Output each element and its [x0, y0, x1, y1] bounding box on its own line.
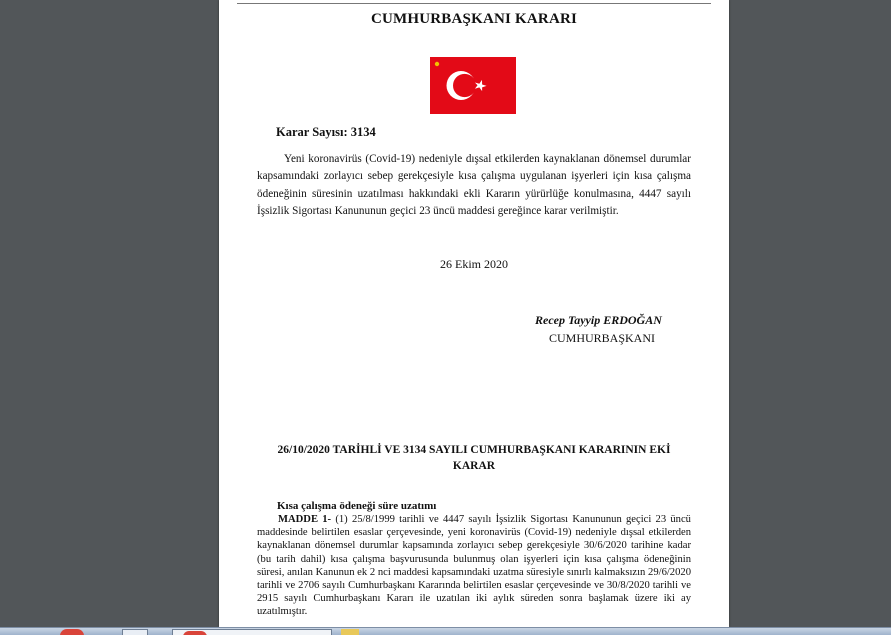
chrome-icon[interactable]	[60, 629, 84, 635]
intro-paragraph: Yeni koronavirüs (Covid-19) nedeniyle dışsal etkilerden kaynaklanan dönemsel durumlar kapsamındaki zorlayıcı sebep gerekçesiyle kısa çalışma uygulanan işyerleri için kısa çalışma ödeneğinin süresinin uzatılması hakkındaki ekli Kararın yürürlüğe konulmasına, 4447 sayılı İşsizlik Sigortası Kanununun geçici 23 üncü maddesi gereğince karar verilmiştir.	[257, 153, 691, 218]
article-text: (1) 25/8/1999 tarihli ve 4447 sayılı İşsizlik Sigortası Kanununun geçici 23 üncü maddesinde belirtilen esaslar çerçevesinde, yeni koronavirüs (Covid-19) nedeniyle dışsal etkilerden kaynaklanan dönemsel durumlar kapsamında zorlayıcı sebep gerekçesiyle 30/6/2020 tarihine kadar (bu tarih dahil) kısa çalışma başvurusunda bulunmuş olan işyerleri için kısa çalışma ödeneğinin süresi, anılan Kanunun ek 2 nci maddesi kapsamındaki uzatma süresiyle sınırlı kalmaksızın 29/6/2020 tarihli ve 2706 sayılı Cumhurbaşkanı Kararında belirtilen esaslar çerçevesinde ve 30/8/2020 tarihli ve 2915 sayılı Cumhurbaşkanı Kararı ile uzatılan iki aylık süreden sonra başlamak üzere iki ay uzatılmıştır.	[257, 514, 691, 618]
decision-date: 26 Ekim 2020	[440, 257, 508, 271]
document-page	[219, 0, 729, 627]
article-label: MADDE 1-	[278, 514, 332, 525]
taskbar-active-window[interactable]	[172, 629, 332, 635]
article-paragraph	[257, 513, 691, 619]
warning-icon[interactable]	[4, 629, 22, 635]
turkish-flag-icon	[430, 57, 516, 114]
article-heading: Kısa çalışma ödeneği süre uzatımı	[277, 500, 437, 512]
signer-name: Recep Tayyip ERDOĞAN	[535, 313, 662, 327]
taskbar	[0, 627, 891, 635]
decision-number: Karar Sayısı: 3134	[276, 125, 376, 139]
chrome-icon	[183, 631, 207, 635]
flag-graphic	[430, 57, 516, 114]
page-top-rule	[237, 3, 711, 4]
annex-title: 26/10/2020 TARİHLİ VE 3134 SAYILI CUMHURBAŞKANI KARARININ EKİ KARAR	[277, 444, 671, 472]
signer-title: CUMHURBAŞKANI	[549, 331, 656, 345]
window-icon[interactable]	[122, 629, 148, 635]
document-title: CUMHURBAŞKANI KARARI	[370, 11, 578, 27]
folder-icon[interactable]	[341, 629, 359, 635]
seal-mark-icon	[435, 62, 439, 66]
